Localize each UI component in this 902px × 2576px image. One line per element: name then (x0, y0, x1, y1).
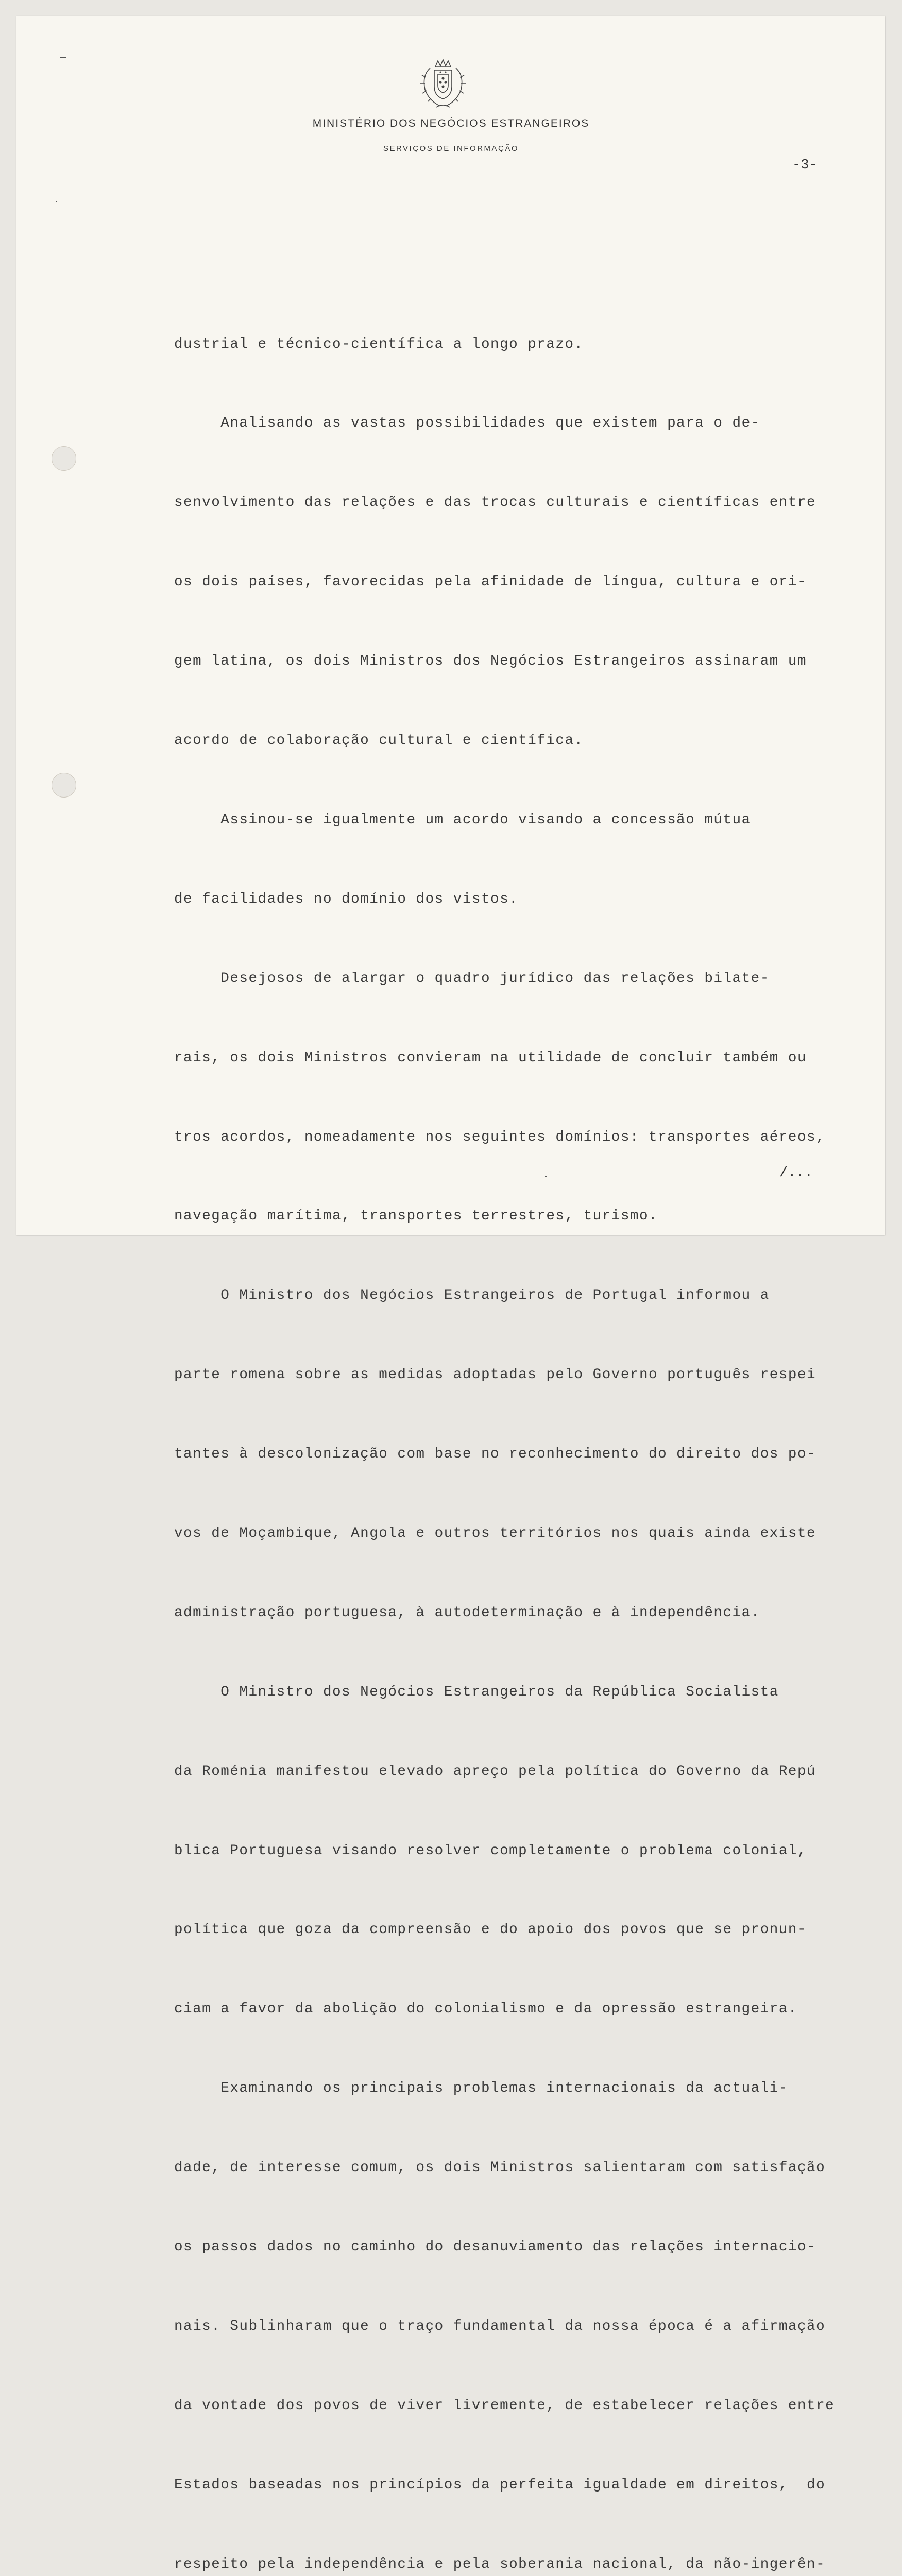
body-line: da vontade dos povos de viver livremente, de estabelecer relações entre (174, 2397, 835, 2414)
body-line: O Ministro dos Negócios Estrangeiros da República Socialista (174, 1684, 779, 1700)
body-line: Assinou-se igualmente um acordo visando a concessão mútua (174, 811, 751, 828)
body-line: da Roménia manifestou elevado apreço pela política do Governo da Repú (174, 1763, 816, 1780)
body-line: respeito pela independência e pela soberania nacional, da não-ingerên- (174, 2556, 826, 2572)
body-line: tros acordos, nomeadamente nos seguintes domínios: transportes aéreos, (174, 1129, 826, 1145)
body-line: ciam a favor da abolição do colonialismo e da opressão estrangeira. (174, 2001, 797, 2018)
punch-hole-bottom (52, 773, 76, 798)
punch-hole-top (52, 446, 76, 471)
margin-tick (56, 201, 57, 202)
body-line: parte romena sobre as medidas adoptadas pelo Governo português respei (174, 1367, 816, 1383)
margin-tick (545, 1176, 547, 1177)
page-number: -3- (792, 158, 818, 173)
coat-of-arms-emblem (415, 58, 471, 111)
body-line: gem latina, os dois Ministros dos Negócios Estrangeiros assinaram um (174, 653, 807, 670)
body-line: Examinando os principais problemas internacionais da actuali- (174, 2080, 788, 2097)
body-line: Estados baseadas nos princípios da perfeita igualdade em direitos, do (174, 2477, 826, 2493)
body-line: tantes à descolonização com base no reconhecimento do direito dos po- (174, 1446, 816, 1463)
body-line: política que goza da compreensão e do apoio dos povos que se pronun- (174, 1922, 807, 1938)
body-line: vos de Moçambique, Angola e outros territórios nos quais ainda existe (174, 1525, 816, 1541)
body-line: blica Portuguesa visando resolver completamente o problema colonial, (174, 1842, 807, 1859)
letter-body (174, 278, 854, 2576)
body-line: senvolvimento das relações e das trocas culturais e científicas entre (174, 495, 816, 511)
margin-tick (60, 57, 66, 58)
body-line: os dois países, favorecidas pela afinidade de língua, cultura e ori- (174, 574, 807, 590)
body-line: dustrial e técnico-científica a longo prazo. (174, 336, 584, 352)
body-line: dade, de interesse comum, os dois Ministros salientaram com satisfação (174, 2160, 826, 2176)
body-line: O Ministro dos Negócios Estrangeiros de Portugal informou a (174, 1287, 770, 1304)
body-line: os passos dados no caminho do desanuviamento das relações internacio- (174, 2239, 816, 2255)
body-line: Analisando as vastas possibilidades que existem para o de- (174, 415, 760, 432)
body-line: de facilidades no domínio dos vistos. (174, 891, 519, 907)
body-line: nais. Sublinharam que o traço fundamental da nossa época é a afirmação (174, 2318, 826, 2334)
body-line: navegação marítima, transportes terrestres, turismo. (174, 1208, 658, 1225)
body-line: rais, os dois Ministros convieram na utilidade de concluir também ou (174, 1049, 807, 1066)
service-subheading: SERVIÇOS DE INFORMAÇÃO (383, 144, 519, 153)
continuation-mark: /... (779, 1165, 813, 1181)
body-line: acordo de colaboração cultural e científica. (174, 733, 584, 749)
ministry-heading: MINISTÉRIO DOS NEGÓCIOS ESTRANGEIROS (312, 117, 590, 129)
body-line: Desejosos de alargar o quadro jurídico das relações bilate- (174, 970, 770, 987)
body-line: administração portuguesa, à autodeterminação e à independência. (174, 1604, 760, 1621)
